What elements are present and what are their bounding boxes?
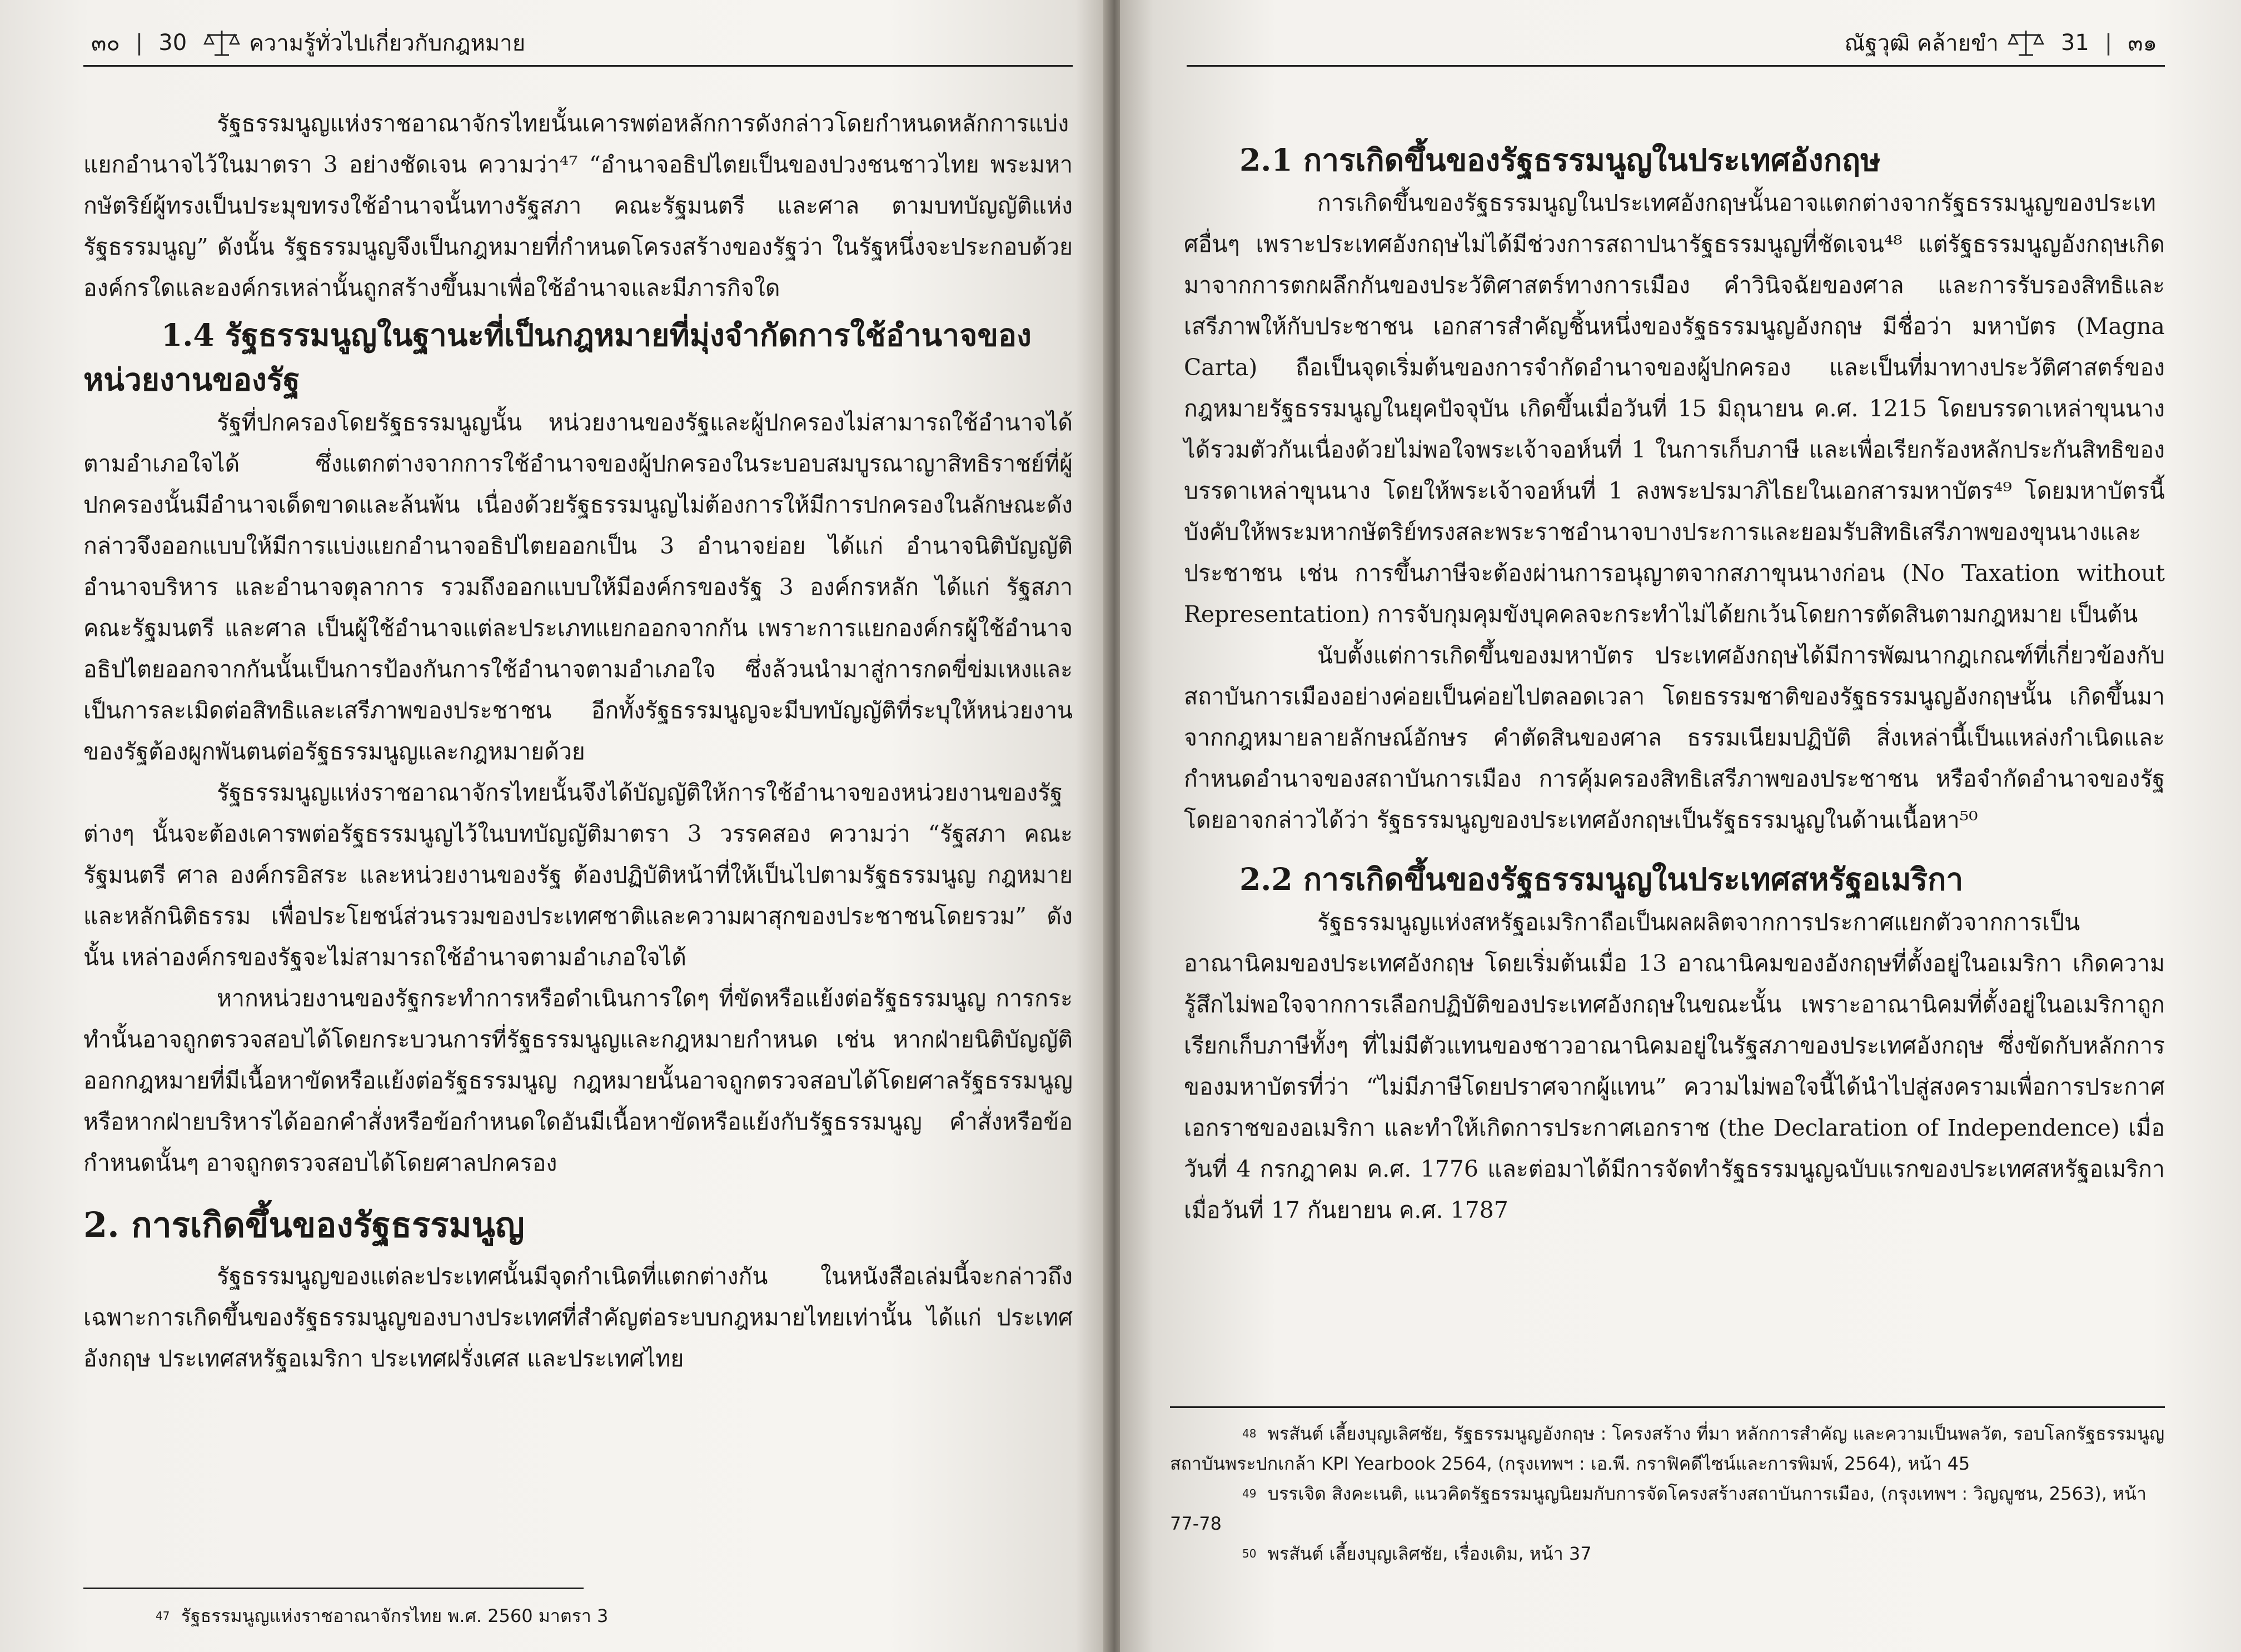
right-page-body — [1184, 133, 2165, 1231]
section-heading-2-2: 2.2 การเกิดขึ้นของรัฐธรรมนูญในประเทศสหรัฐอเมริกา — [1239, 861, 1964, 897]
footnote-number: 50 — [1242, 1547, 1257, 1560]
page-number-thai: ๓๑ — [2128, 31, 2157, 56]
footnote-number: 49 — [1242, 1487, 1257, 1500]
footnote-rule — [1170, 1406, 2165, 1408]
body-paragraph: รัฐธรรมนูญแห่งราชอาณาจักรไทยนั้นจึงได้บัญญัติให้การใช้อำนาจของหน่วยงานของรัฐต่างๆ นั้นจะต้องเคารพต่อรัฐธรรมนูญไว้ในบทบัญญัติมาตรา 3 วรรคสอง ความว่า “รัฐสภา คณะรัฐมนตรี ศาล องค์กรอิสระ และหน่วยงานของรัฐ ต้องปฏิบัติหน้าที่ให้เป็นไปตามรัฐธรรมนูญ กฎหมาย และหลักนิติธรรม เพื่อประโยชน์ส่วนรวมของประเทศชาติและความผาสุกของประชาชนโดยรวม” ดังนั้น เหล่าองค์กรของรัฐจะไม่สามารถใช้อำนาจตามอำเภอใจได้ — [83, 779, 1073, 971]
footnotes — [83, 1601, 1028, 1631]
page-number: 31 — [2060, 30, 2089, 56]
footnote — [83, 1601, 1028, 1631]
footnote — [1170, 1479, 2165, 1539]
header-rule — [83, 65, 1073, 67]
footnotes — [1170, 1419, 2165, 1569]
scales-of-justice-icon — [2006, 27, 2045, 58]
section-heading-1-4: 1.4 รัฐธรรมนูญในฐานะที่เป็นกฎหมายที่มุ่งจำกัดการใช้อำนาจของหน่วยงานของรัฐ — [83, 317, 1032, 397]
body-paragraph: รัฐที่ปกครองโดยรัฐธรรมนูญนั้น หน่วยงานของรัฐและผู้ปกครองไม่สามารถใช้อำนาจได้ตามอำเภอใจได้ ซึ่งแตกต่างจากการใช้อำนาจของผู้ปกครองในระบอบสมบูรณาญาสิทธิราชย์ที่ผู้ปกครองนั้นมีอำนาจเด็ดขาดและล้นพ้น เนื่องด้วยรัฐธรรมนูญไม่ต้องการให้มีการปกครองในลักษณะดังกล่าวจึงออกแบบให้มีการแบ่งแยกอำนาจอธิปไตยออกเป็น 3 อำนาจย่อย ได้แก่ อำนาจนิติบัญญัติ อำนาจบริหาร และอำนาจตุลาการ รวมถึงออกแบบให้มีองค์กรของรัฐ 3 องค์กรหลัก ได้แก่ รัฐสภา คณะรัฐมนตรี และศาล เป็นผู้ใช้อำนาจแต่ละประเภทแยกออกจากกัน เพราะการแยกองค์กรผู้ใช้อำนาจอธิปไตยออกจากกันนั้นเป็นการป้องกันการใช้อำนาจตามอำเภอใจ ซึ่งล้วนนำมาสู่การกดขี่ข่มเหงและเป็นการละเมิดต่อสิทธิและเสรีภาพของประชาชน อีกทั้งรัฐธรรมนูญจะมีบทบัญญัติที่ระบุให้หน่วยงานของรัฐต้องผูกพันตนต่อรัฐธรรมนูญและกฎหมายด้วย — [83, 409, 1073, 765]
body-paragraph: หากหน่วยงานของรัฐกระทำการหรือดำเนินการใดๆ ที่ขัดหรือแย้งต่อรัฐธรรมนูญ การกระทำนั้นอาจถูกตรวจสอบได้โดยกระบวนการที่รัฐธรรมนูญและกฎหมายกำหนด เช่น หากฝ่ายนิติบัญญัติออกกฎหมายที่มีเนื้อหาขัดหรือแย้งต่อรัฐธรรมนูญ กฎหมายนั้นอาจถูกตรวจสอบได้โดยศาลรัฐธรรมนูญ หรือหากฝ่ายบริหารได้ออกคำสั่งหรือข้อกำหนดใดอันมีเนื้อหาขัดหรือแย้งกับรัฐธรรมนูญ คำสั่งหรือข้อกำหนดนั้นๆ อาจถูกตรวจสอบได้โดยศาลปกครอง — [83, 985, 1073, 1176]
footnote — [1170, 1419, 2165, 1479]
intro-paragraph: รัฐธรรมนูญแห่งราชอาณาจักรไทยนั้นเคารพต่อหลักการดังกล่าวโดยกำหนดหลักการแบ่งแยกอำนาจไว้ในมาตรา 3 อย่างชัดเจน ความว่า⁴⁷ “อำนาจอธิปไตยเป็นของปวงชนชาวไทย พระมหากษัตริย์ผู้ทรงเป็นประมุขทรงใช้อำนาจนั้นทางรัฐสภา คณะรัฐมนตรี และศาล ตามบทบัญญัติแห่งรัฐธรรมนูญ” ดังนั้น รัฐธรรมนูญจึงเป็นกฎหมายที่กำหนดโครงสร้างของรัฐว่า ในรัฐหนึ่งจะประกอบด้วยองค์กรใดและองค์กรเหล่านั้นถูกสร้างขึ้นมาเพื่อใช้อำนาจและมีภารกิจใด — [83, 110, 1073, 301]
body-paragraph: การเกิดขึ้นของรัฐธรรมนูญในประเทศอังกฤษนั้นอาจแตกต่างจากรัฐธรรมนูญของประเทศอื่นๆ เพราะประเทศอังกฤษไม่ได้มีช่วงการสถาปนารัฐธรรมนูญที่ชัดเจน⁴⁸ แต่รัฐธรรมนูญอังกฤษเกิดมาจากการตกผลึกกันของประวัติศาสตร์ทางการเมือง คำวินิจฉัยของศาล และการรับรองสิทธิและเสรีภาพให้กับประชาชน เอกสารสำคัญชิ้นหนึ่งของรัฐธรรมนูญอังกฤษ มีชื่อว่า มหาบัตร (Magna Carta) ถือเป็นจุดเริ่มต้นของการจำกัดอำนาจของผู้ปกครอง และเป็นที่มาทางประวัติศาสตร์ของกฎหมายรัฐธรรมนูญในยุคปัจจุบัน เกิดขึ้นเมื่อวันที่ 15 มิถุนายน ค.ศ. 1215 โดยบรรดาเหล่าขุนนางได้รวมตัวกันเนื่องด้วยไม่พอใจพระเจ้าจอห์นที่ 1 ในการเก็บภาษี และเพื่อเรียกร้องหลักประกันสิทธิของบรรดาเหล่าขุนนาง โดยให้พระเจ้าจอห์นที่ 1 ลงพระปรมาภิไธยในเอกสารมหาบัตร⁴⁹ โดยมหาบัตรนี้บังคับให้พระมหากษัตริย์ทรงสละพระราชอำนาจบางประการและยอมรับสิทธิเสรีภาพของขุนนางและประชาชน เช่น การขึ้นภาษีจะต้องผ่านการอนุญาตจากสภาขุนนางก่อน (No Taxation without Representation) การจับกุมคุมขังบุคคลจะกระทำไม่ได้ยกเว้นโดยการตัดสินตามกฎหมาย เป็นต้น — [1184, 190, 2165, 628]
footnote-rule — [83, 1588, 584, 1589]
footnote-text: พรสันต์ เลี้ยงบุญเลิศชัย, รัฐธรรมนูญอังกฤษ : โครงสร้าง ที่มา หลักการสำคัญ และความเป็นพลวัต, รอบโลกรัฐธรรมนูญ สถาบันพระปกเกล้า KPI Yearbook 2564, (กรุงเทพฯ : เอ.พี. กราฟิคดีไซน์และการพิมพ์, 2564), หน้า 45 — [1170, 1423, 2165, 1474]
page-number-thai: ๓๐ — [91, 31, 120, 56]
body-paragraph: รัฐธรรมนูญแห่งสหรัฐอเมริกาถือเป็นผลผลิตจากการประกาศแยกตัวจากการเป็นอาณานิคมของประเทศอังกฤษ โดยเริ่มต้นเมื่อ 13 อาณานิคมของอังกฤษที่ตั้งอยู่ในอเมริกา เกิดความรู้สึกไม่พอใจจากการเลือกปฏิบัติของประเทศอังกฤษในขณะนั้น เพราะอาณานิคมที่ตั้งอยู่ในอเมริกาถูกเรียกเก็บภาษีทั้งๆ ที่ไม่มีตัวแทนของชาวอาณานิคมอยู่ในรัฐสภาของประเทศอังกฤษ ซึ่งขัดกับหลักการของมหาบัตรที่ว่า “ไม่มีภาษีโดยปราศจากผู้แทน” ความไม่พอใจนี้ได้นำไปสู่สงครามเพื่อการประกาศเอกราชของอเมริกา และทำให้เกิดการประกาศเอกราช (the Declaration of Independence) เมื่อวันที่ 4 กรกฎาคม ค.ศ. 1776 และต่อมาได้มีการจัดทำรัฐธรรมนูญฉบับแรกของประเทศสหรัฐอเมริกาเมื่อวันที่ 17 กันยายน ค.ศ. 1787 — [1184, 909, 2165, 1223]
scales-of-justice-icon — [202, 27, 241, 58]
page-number-separator: | — [135, 30, 143, 56]
footnote-number: 48 — [1242, 1427, 1257, 1440]
page-number: 30 — [158, 30, 187, 56]
body-paragraph: นับตั้งแต่การเกิดขึ้นของมหาบัตร ประเทศอังกฤษได้มีการพัฒนากฎเกณฑ์ที่เกี่ยวข้องกับสถาบันการเมืองอย่างค่อยเป็นค่อยไปตลอดเวลา โดยธรรมชาติของรัฐธรรมนูญอังกฤษนั้น เกิดขึ้นมาจากกฎหมายลายลักษณ์อักษร คำตัดสินของศาล ธรรมเนียมปฏิบัติ สิ่งเหล่านี้เป็นแหล่งกำเนิดและกำหนดอำนาจของสถาบันการเมือง การคุ้มครองสิทธิเสรีภาพของประชาชน หรือจำกัดอำนาจของรัฐ โดยอาจกล่าวได้ว่า รัฐธรรมนูญของประเทศอังกฤษเป็นรัฐธรรมนูญในด้านเนื้อหา⁵⁰ — [1184, 642, 2165, 833]
left-page — [0, 0, 1109, 1652]
left-page-body — [83, 103, 1073, 1379]
left-page-header — [83, 23, 1073, 62]
page-number-separator: | — [2104, 30, 2113, 56]
footnote — [1170, 1539, 2165, 1569]
footnote-text: พรสันต์ เลี้ยงบุญเลิศชัย, เรื่องเดิม, หน้า 37 — [1267, 1543, 1592, 1564]
section-heading-2: 2. การเกิดขึ้นของรัฐธรรมนูญ — [83, 1205, 525, 1245]
right-page-header — [1187, 23, 2165, 62]
running-title: ความรู้ทั่วไปเกี่ยวกับกฎหมาย — [249, 31, 526, 56]
section-heading-2-1: 2.1 การเกิดขึ้นของรัฐธรรมนูญในประเทศอังกฤษ — [1239, 142, 1881, 178]
body-paragraph: รัฐธรรมนูญของแต่ละประเทศนั้นมีจุดกำเนิดที่แตกต่างกัน ในหนังสือเล่มนี้จะกล่าวถึงเฉพาะการเกิดขึ้นของรัฐธรรมนูญของบางประเทศที่สำคัญต่อระบบกฎหมายไทยเท่านั้น ได้แก่ ประเทศอังกฤษ ประเทศสหรัฐอเมริกา ประเทศฝรั่งเศส และประเทศไทย — [83, 1263, 1073, 1372]
footnote-text: บรรเจิด สิงคะเนติ, แนวคิดรัฐธรรมนูญนิยมกับการจัดโครงสร้างสถาบันการเมือง, (กรุงเทพฯ : วิญญูชน, 2563), หน้า 77-78 — [1170, 1483, 2147, 1534]
footnote-number: 47 — [156, 1609, 170, 1623]
footnote-text: รัฐธรรมนูญแห่งราชอาณาจักรไทย พ.ศ. 2560 มาตรา 3 — [181, 1605, 609, 1626]
header-rule — [1187, 65, 2165, 67]
right-page — [1120, 0, 2241, 1652]
author-name: ณัฐวุฒิ คล้ายขำ — [1844, 31, 1999, 56]
